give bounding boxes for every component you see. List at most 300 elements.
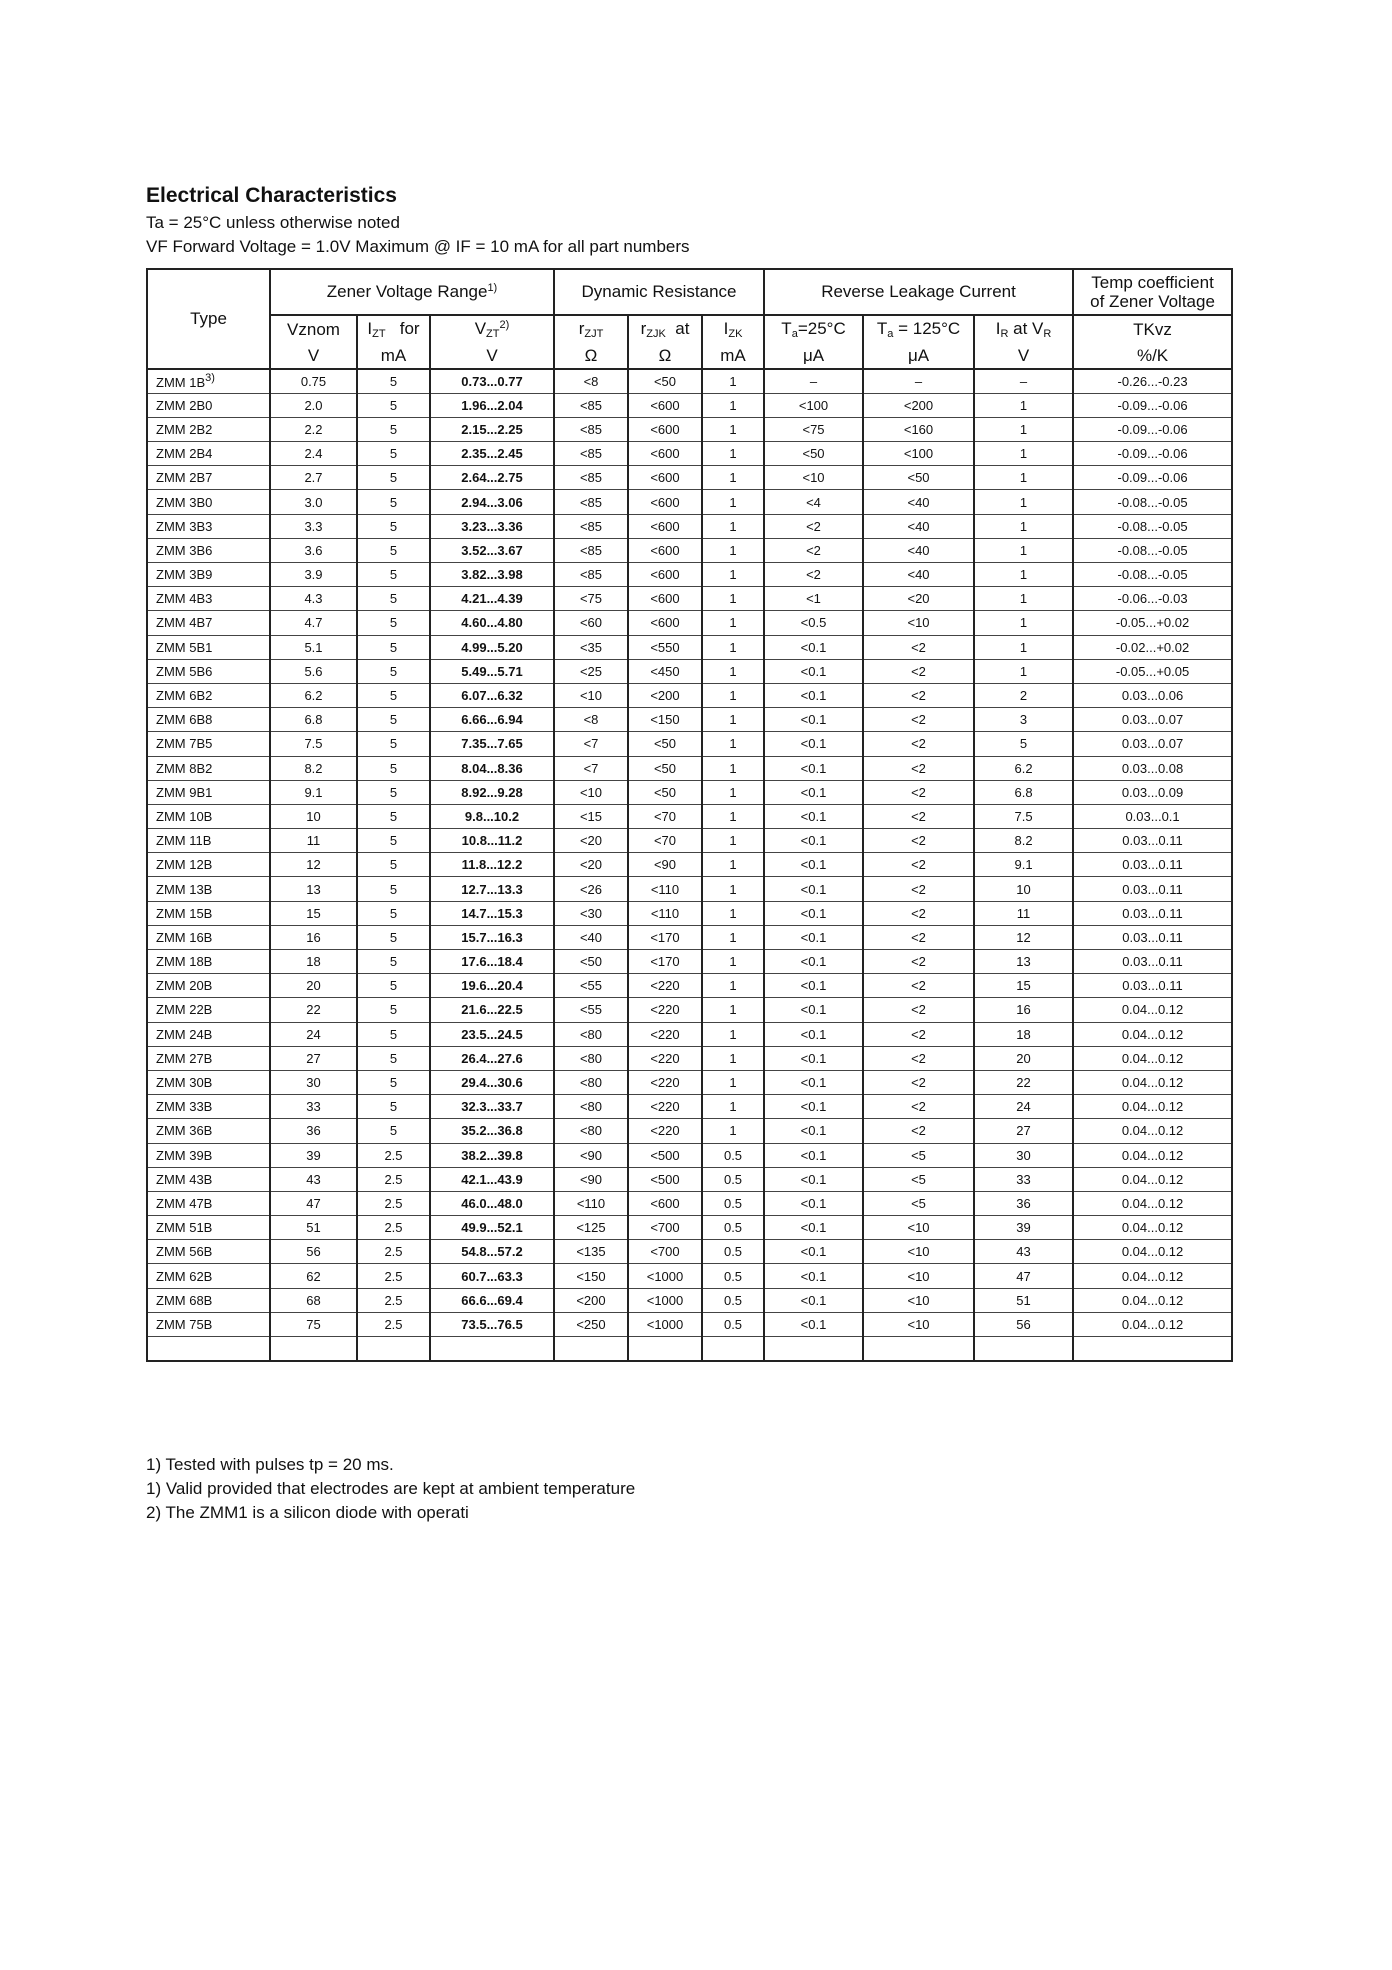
cell-vznom: 7.5 xyxy=(270,732,357,756)
cell-type: ZMM 75B xyxy=(147,1312,270,1336)
cell-vznom: 2.4 xyxy=(270,442,357,466)
table-row xyxy=(147,683,1232,707)
cell-izt: 5 xyxy=(357,635,430,659)
cell-vzt-range: 26.4...27.6 xyxy=(430,1046,554,1070)
cell-ir-25c: <100 xyxy=(764,393,863,417)
cell-ir-25c: <2 xyxy=(764,563,863,587)
cell-tkvz: 0.04...0.12 xyxy=(1073,1022,1232,1046)
cell-vzt-range: 4.21...4.39 xyxy=(430,587,554,611)
cell-rzjt: <80 xyxy=(554,1046,628,1070)
cell-ir-125c: <2 xyxy=(863,756,974,780)
cell-rzjt: <20 xyxy=(554,829,628,853)
cell-rzjt: <30 xyxy=(554,901,628,925)
cell-vzt-range: 6.07...6.32 xyxy=(430,683,554,707)
cell-type: ZMM 9B1 xyxy=(147,780,270,804)
cell-type: ZMM 5B1 xyxy=(147,635,270,659)
cell-izt: 2.5 xyxy=(357,1143,430,1167)
cell-rzjt: <85 xyxy=(554,466,628,490)
cell-izt: 5 xyxy=(357,925,430,949)
cell-vr: 1 xyxy=(974,659,1073,683)
reverse-leakage-header: Reverse Leakage Current xyxy=(764,269,1073,315)
table-row xyxy=(147,1264,1232,1288)
cell-type: ZMM 2B7 xyxy=(147,466,270,490)
cell-izt: 2.5 xyxy=(357,1240,430,1264)
cell-rzjt: <85 xyxy=(554,393,628,417)
cell-tkvz: 0.03...0.09 xyxy=(1073,780,1232,804)
cell-vr: 6.2 xyxy=(974,756,1073,780)
cell-ir-125c: <2 xyxy=(863,804,974,828)
cell-izk: 1 xyxy=(702,659,764,683)
cell-vznom: 3.6 xyxy=(270,538,357,562)
cell-izt: 5 xyxy=(357,442,430,466)
cell-rzjk: <600 xyxy=(628,514,702,538)
cell-izk: 1 xyxy=(702,732,764,756)
rzjt-unit: Ω xyxy=(554,343,628,369)
ir-vr-header: $I_R$ at $V_R$ xyxy=(974,315,1073,343)
cell-ir-25c: <0.1 xyxy=(764,1264,863,1288)
cell-tkvz: 0.03...0.08 xyxy=(1073,756,1232,780)
cell-vr: 1 xyxy=(974,635,1073,659)
rzjt-header: $r_{ZJT}$ xyxy=(554,315,628,343)
vr-unit: V xyxy=(974,343,1073,369)
cell-rzjk: <220 xyxy=(628,998,702,1022)
cell-vr: 43 xyxy=(974,1240,1073,1264)
table-row xyxy=(147,998,1232,1022)
cell-rzjk: <600 xyxy=(628,393,702,417)
cell-ir-25c: <0.1 xyxy=(764,683,863,707)
cell-ir-25c: <0.1 xyxy=(764,708,863,732)
cell-vr: 39 xyxy=(974,1216,1073,1240)
cell-rzjt: <8 xyxy=(554,708,628,732)
cell-type: ZMM 3B3 xyxy=(147,514,270,538)
cell-ir-25c: <0.1 xyxy=(764,635,863,659)
cell-izk: 0.5 xyxy=(702,1191,764,1215)
cell-ir-25c: <0.1 xyxy=(764,1143,863,1167)
cell-izk: 1 xyxy=(702,369,764,393)
cell-tkvz: 0.04...0.12 xyxy=(1073,1095,1232,1119)
cell-izk: 1 xyxy=(702,780,764,804)
empty-cell xyxy=(974,1337,1073,1361)
cell-vzt-range: 35.2...36.8 xyxy=(430,1119,554,1143)
cell-vr: 1 xyxy=(974,466,1073,490)
cell-izt: 5 xyxy=(357,732,430,756)
cell-izt: 5 xyxy=(357,611,430,635)
ta25-header: $T_a=25^\circ C$ xyxy=(764,315,863,343)
cell-ir-25c: <0.1 xyxy=(764,1312,863,1336)
cell-vzt-range: 29.4...30.6 xyxy=(430,1070,554,1094)
cell-tkvz: 0.04...0.12 xyxy=(1073,1070,1232,1094)
cell-izt: 5 xyxy=(357,877,430,901)
cell-type: ZMM 6B2 xyxy=(147,683,270,707)
cell-type: ZMM 24B xyxy=(147,1022,270,1046)
cell-vr: 9.1 xyxy=(974,853,1073,877)
cell-vznom: 18 xyxy=(270,950,357,974)
cell-vr: 47 xyxy=(974,1264,1073,1288)
cell-ir-125c: <5 xyxy=(863,1191,974,1215)
cell-ir-125c: <10 xyxy=(863,1216,974,1240)
cell-tkvz: 0.03...0.1 xyxy=(1073,804,1232,828)
cell-vznom: 39 xyxy=(270,1143,357,1167)
cell-ir-25c: <0.1 xyxy=(764,901,863,925)
cell-type: ZMM 3B9 xyxy=(147,563,270,587)
cell-izk: 1 xyxy=(702,901,764,925)
cell-ir-25c: <0.1 xyxy=(764,756,863,780)
cell-vzt-range: 9.8...10.2 xyxy=(430,804,554,828)
electrical-characteristics-table xyxy=(146,268,1233,1362)
cell-vzt-range: 5.49...5.71 xyxy=(430,659,554,683)
cell-vzt-range: 38.2...39.8 xyxy=(430,1143,554,1167)
cell-rzjk: <110 xyxy=(628,877,702,901)
cell-vznom: 5.1 xyxy=(270,635,357,659)
cell-tkvz: 0.03...0.11 xyxy=(1073,877,1232,901)
cell-type: ZMM 36B xyxy=(147,1119,270,1143)
cell-vr: – xyxy=(974,369,1073,393)
empty-cell xyxy=(554,1337,628,1361)
cell-tkvz: 0.04...0.12 xyxy=(1073,1167,1232,1191)
cell-rzjt: <25 xyxy=(554,659,628,683)
table-row xyxy=(147,877,1232,901)
cell-rzjt: <85 xyxy=(554,490,628,514)
cell-vznom: 6.2 xyxy=(270,683,357,707)
cell-rzjk: <550 xyxy=(628,635,702,659)
vzt-header: $V_{ZT}^{2)}$ xyxy=(430,315,554,343)
cell-izt: 5 xyxy=(357,901,430,925)
empty-cell xyxy=(1073,1337,1232,1361)
cell-vr: 12 xyxy=(974,925,1073,949)
cell-vzt-range: 49.9...52.1 xyxy=(430,1216,554,1240)
cell-vzt-range: 4.60...4.80 xyxy=(430,611,554,635)
empty-cell xyxy=(430,1337,554,1361)
table-row xyxy=(147,490,1232,514)
cell-ir-125c: <20 xyxy=(863,587,974,611)
cell-vzt-range: 15.7...16.3 xyxy=(430,925,554,949)
cell-ir-125c: <2 xyxy=(863,974,974,998)
cell-rzjt: <90 xyxy=(554,1167,628,1191)
cell-izk: 1 xyxy=(702,853,764,877)
cell-vr: 20 xyxy=(974,1046,1073,1070)
cell-vznom: 13 xyxy=(270,877,357,901)
table-row xyxy=(147,1312,1232,1336)
cell-ir-125c: <50 xyxy=(863,466,974,490)
cell-vzt-range: 8.92...9.28 xyxy=(430,780,554,804)
cell-vzt-range: 2.64...2.75 xyxy=(430,466,554,490)
cell-vzt-range: 19.6...20.4 xyxy=(430,974,554,998)
cell-izt: 5 xyxy=(357,659,430,683)
cell-ir-125c: <2 xyxy=(863,659,974,683)
cell-vzt-range: 6.66...6.94 xyxy=(430,708,554,732)
cell-izk: 1 xyxy=(702,804,764,828)
cell-rzjk: <600 xyxy=(628,1191,702,1215)
cell-ir-125c: <2 xyxy=(863,1119,974,1143)
dynamic-resistance-header: Dynamic Resistance xyxy=(554,269,764,315)
cell-rzjt: <80 xyxy=(554,1022,628,1046)
cell-vr: 11 xyxy=(974,901,1073,925)
cell-ir-25c: <0.1 xyxy=(764,974,863,998)
cell-izt: 5 xyxy=(357,780,430,804)
cell-izk: 1 xyxy=(702,925,764,949)
cell-vr: 22 xyxy=(974,1070,1073,1094)
cell-izk: 1 xyxy=(702,756,764,780)
cell-vzt-range: 12.7...13.3 xyxy=(430,877,554,901)
cell-izt: 5 xyxy=(357,587,430,611)
table-row xyxy=(147,659,1232,683)
cell-rzjt: <125 xyxy=(554,1216,628,1240)
cell-rzjt: <60 xyxy=(554,611,628,635)
cell-rzjk: <70 xyxy=(628,829,702,853)
cell-rzjk: <150 xyxy=(628,708,702,732)
izk-unit: mA xyxy=(702,343,764,369)
cell-rzjt: <80 xyxy=(554,1070,628,1094)
cell-tkvz: 0.04...0.12 xyxy=(1073,1264,1232,1288)
forward-voltage-text: VF Forward Voltage = 1.0V Maximum @ IF = 10 mA for all part numbers xyxy=(146,237,690,256)
cell-vr: 7.5 xyxy=(974,804,1073,828)
cell-izk: 1 xyxy=(702,490,764,514)
vzt-unit: V xyxy=(430,343,554,369)
table-row xyxy=(147,635,1232,659)
cell-ir-125c: <2 xyxy=(863,1095,974,1119)
vznom-header: Vznom xyxy=(270,315,357,343)
cell-tkvz: 0.04...0.12 xyxy=(1073,1312,1232,1336)
cell-izk: 1 xyxy=(702,442,764,466)
cell-vr: 16 xyxy=(974,998,1073,1022)
cell-izk: 0.5 xyxy=(702,1312,764,1336)
cell-rzjt: <50 xyxy=(554,950,628,974)
cell-vznom: 0.75 xyxy=(270,369,357,393)
cell-vr: 18 xyxy=(974,1022,1073,1046)
cell-vzt-range: 2.94...3.06 xyxy=(430,490,554,514)
cell-izt: 5 xyxy=(357,417,430,441)
cell-izt: 5 xyxy=(357,756,430,780)
cell-tkvz: 0.04...0.12 xyxy=(1073,1119,1232,1143)
cell-type: ZMM 3B6 xyxy=(147,538,270,562)
cell-tkvz: -0.08...-0.05 xyxy=(1073,538,1232,562)
cell-izt: 5 xyxy=(357,466,430,490)
cell-vznom: 22 xyxy=(270,998,357,1022)
cell-type: ZMM 62B xyxy=(147,1264,270,1288)
cell-vznom: 68 xyxy=(270,1288,357,1312)
cell-izk: 1 xyxy=(702,514,764,538)
cell-izt: 5 xyxy=(357,683,430,707)
cell-ir-25c: <0.1 xyxy=(764,1191,863,1215)
cell-vzt-range: 73.5...76.5 xyxy=(430,1312,554,1336)
table-row xyxy=(147,417,1232,441)
table-row xyxy=(147,369,1232,393)
cell-ir-25c: <0.1 xyxy=(764,925,863,949)
cell-rzjt: <40 xyxy=(554,925,628,949)
cell-rzjt: <85 xyxy=(554,538,628,562)
cell-rzjt: <150 xyxy=(554,1264,628,1288)
cell-izt: 2.5 xyxy=(357,1312,430,1336)
cell-rzjt: <8 xyxy=(554,369,628,393)
cell-vznom: 62 xyxy=(270,1264,357,1288)
cell-rzjk: <600 xyxy=(628,466,702,490)
cell-ir-125c: <2 xyxy=(863,1070,974,1094)
cell-rzjt: <20 xyxy=(554,853,628,877)
table-row xyxy=(147,853,1232,877)
cell-vznom: 16 xyxy=(270,925,357,949)
cell-vzt-range: 10.8...11.2 xyxy=(430,829,554,853)
cell-vznom: 43 xyxy=(270,1167,357,1191)
cell-izt: 2.5 xyxy=(357,1167,430,1191)
cell-vznom: 36 xyxy=(270,1119,357,1143)
cell-vr: 33 xyxy=(974,1167,1073,1191)
cell-ir-125c: <2 xyxy=(863,950,974,974)
cell-vzt-range: 23.5...24.5 xyxy=(430,1022,554,1046)
cell-rzjt: <85 xyxy=(554,417,628,441)
tkvz-header: TKvz xyxy=(1073,315,1232,343)
table-row xyxy=(147,1216,1232,1240)
cell-ir-25c: <0.1 xyxy=(764,1216,863,1240)
cell-vr: 5 xyxy=(974,732,1073,756)
cell-ir-125c: <40 xyxy=(863,490,974,514)
cell-type: ZMM 33B xyxy=(147,1095,270,1119)
cell-rzjt: <85 xyxy=(554,563,628,587)
cell-type: ZMM 15B xyxy=(147,901,270,925)
table-row xyxy=(147,925,1232,949)
cell-vzt-range: 3.52...3.67 xyxy=(430,538,554,562)
cell-rzjk: <600 xyxy=(628,563,702,587)
cell-vr: 1 xyxy=(974,490,1073,514)
cell-ir-25c: <0.5 xyxy=(764,611,863,635)
table-row xyxy=(147,1288,1232,1312)
cell-tkvz: 0.04...0.12 xyxy=(1073,1216,1232,1240)
cell-rzjk: <500 xyxy=(628,1143,702,1167)
cell-izk: 0.5 xyxy=(702,1264,764,1288)
cell-ir-25c: <0.1 xyxy=(764,780,863,804)
cell-izk: 0.5 xyxy=(702,1216,764,1240)
cell-izk: 1 xyxy=(702,587,764,611)
cell-vznom: 33 xyxy=(270,1095,357,1119)
cell-rzjk: <600 xyxy=(628,417,702,441)
cell-izk: 0.5 xyxy=(702,1167,764,1191)
cell-rzjk: <90 xyxy=(628,853,702,877)
cell-vr: 36 xyxy=(974,1191,1073,1215)
cell-vznom: 4.3 xyxy=(270,587,357,611)
cell-rzjk: <700 xyxy=(628,1216,702,1240)
cell-ir-125c: <40 xyxy=(863,538,974,562)
table-row xyxy=(147,901,1232,925)
cell-tkvz: 0.04...0.12 xyxy=(1073,1240,1232,1264)
cell-tkvz: -0.02...+0.02 xyxy=(1073,635,1232,659)
cell-vzt-range: 2.35...2.45 xyxy=(430,442,554,466)
cell-tkvz: -0.09...-0.06 xyxy=(1073,442,1232,466)
cell-vr: 2 xyxy=(974,683,1073,707)
cell-vzt-range: 11.8...12.2 xyxy=(430,853,554,877)
empty-cell xyxy=(863,1337,974,1361)
cell-vznom: 2.7 xyxy=(270,466,357,490)
cell-type: ZMM 3B0 xyxy=(147,490,270,514)
cell-tkvz: -0.05...+0.05 xyxy=(1073,659,1232,683)
cell-izk: 1 xyxy=(702,1095,764,1119)
cell-ir-25c: – xyxy=(764,369,863,393)
cell-vznom: 8.2 xyxy=(270,756,357,780)
cell-ir-125c: <40 xyxy=(863,514,974,538)
cell-ir-25c: <0.1 xyxy=(764,1167,863,1191)
cell-tkvz: -0.09...-0.06 xyxy=(1073,417,1232,441)
cell-ir-25c: <0.1 xyxy=(764,1095,863,1119)
cell-type: ZMM 2B0 xyxy=(147,393,270,417)
cell-vznom: 2.0 xyxy=(270,393,357,417)
cell-rzjt: <7 xyxy=(554,732,628,756)
cell-izk: 1 xyxy=(702,538,764,562)
temp-coefficient-header: Temp coefficient of Zener Voltage xyxy=(1073,269,1232,315)
cell-rzjk: <170 xyxy=(628,925,702,949)
cell-type: ZMM 10B xyxy=(147,804,270,828)
table-row xyxy=(147,780,1232,804)
cell-vznom: 6.8 xyxy=(270,708,357,732)
cell-rzjk: <170 xyxy=(628,950,702,974)
cell-vznom: 47 xyxy=(270,1191,357,1215)
footnote: 2) The ZMM1 is a silicon diode with operati xyxy=(146,1503,469,1522)
cell-rzjk: <50 xyxy=(628,780,702,804)
cell-rzjt: <80 xyxy=(554,1119,628,1143)
empty-cell xyxy=(357,1337,430,1361)
cell-izk: 1 xyxy=(702,466,764,490)
cell-izk: 1 xyxy=(702,1119,764,1143)
cell-ir-125c: <10 xyxy=(863,1288,974,1312)
cell-type: ZMM 11B xyxy=(147,829,270,853)
cell-ir-125c: <2 xyxy=(863,780,974,804)
cell-ir-25c: <10 xyxy=(764,466,863,490)
cell-ir-125c: <10 xyxy=(863,1312,974,1336)
cell-izt: 5 xyxy=(357,1095,430,1119)
cell-type: ZMM 22B xyxy=(147,998,270,1022)
empty-cell xyxy=(628,1337,702,1361)
cell-ir-25c: <1 xyxy=(764,587,863,611)
cell-izk: 1 xyxy=(702,393,764,417)
cell-ir-125c: <2 xyxy=(863,1046,974,1070)
cell-rzjt: <80 xyxy=(554,1095,628,1119)
cell-type: ZMM 7B5 xyxy=(147,732,270,756)
cell-ir-25c: <0.1 xyxy=(764,1022,863,1046)
cell-izt: 5 xyxy=(357,804,430,828)
page-title: Electrical Characteristics xyxy=(146,184,397,207)
table-header xyxy=(147,269,1232,369)
cell-type: ZMM 20B xyxy=(147,974,270,998)
cell-vznom: 56 xyxy=(270,1240,357,1264)
cell-tkvz: -0.08...-0.05 xyxy=(1073,514,1232,538)
cell-rzjk: <500 xyxy=(628,1167,702,1191)
cell-izt: 5 xyxy=(357,514,430,538)
cell-rzjt: <55 xyxy=(554,998,628,1022)
cell-vzt-range: 21.6...22.5 xyxy=(430,998,554,1022)
table-body xyxy=(147,369,1232,1361)
cell-izt: 5 xyxy=(357,853,430,877)
cell-vznom: 30 xyxy=(270,1070,357,1094)
table-row xyxy=(147,732,1232,756)
cell-izk: 1 xyxy=(702,1022,764,1046)
cell-ir-125c: <10 xyxy=(863,1240,974,1264)
cell-rzjk: <220 xyxy=(628,1070,702,1094)
cell-izk: 1 xyxy=(702,877,764,901)
cell-vznom: 4.7 xyxy=(270,611,357,635)
cell-ir-25c: <0.1 xyxy=(764,829,863,853)
ir25-unit: μA xyxy=(764,343,863,369)
cell-rzjk: <110 xyxy=(628,901,702,925)
cell-ir-125c: <2 xyxy=(863,853,974,877)
cell-izt: 2.5 xyxy=(357,1216,430,1240)
table-row xyxy=(147,974,1232,998)
rzjk-header: $r_{ZJK}$ at xyxy=(628,315,702,343)
cell-ir-125c: <2 xyxy=(863,998,974,1022)
table-row xyxy=(147,611,1232,635)
footnote: 1) Valid provided that electrodes are kept at ambient temperature xyxy=(146,1479,636,1498)
cell-izk: 1 xyxy=(702,611,764,635)
cell-ir-125c: <5 xyxy=(863,1143,974,1167)
cell-izt: 5 xyxy=(357,829,430,853)
table-row xyxy=(147,393,1232,417)
cell-rzjk: <50 xyxy=(628,732,702,756)
